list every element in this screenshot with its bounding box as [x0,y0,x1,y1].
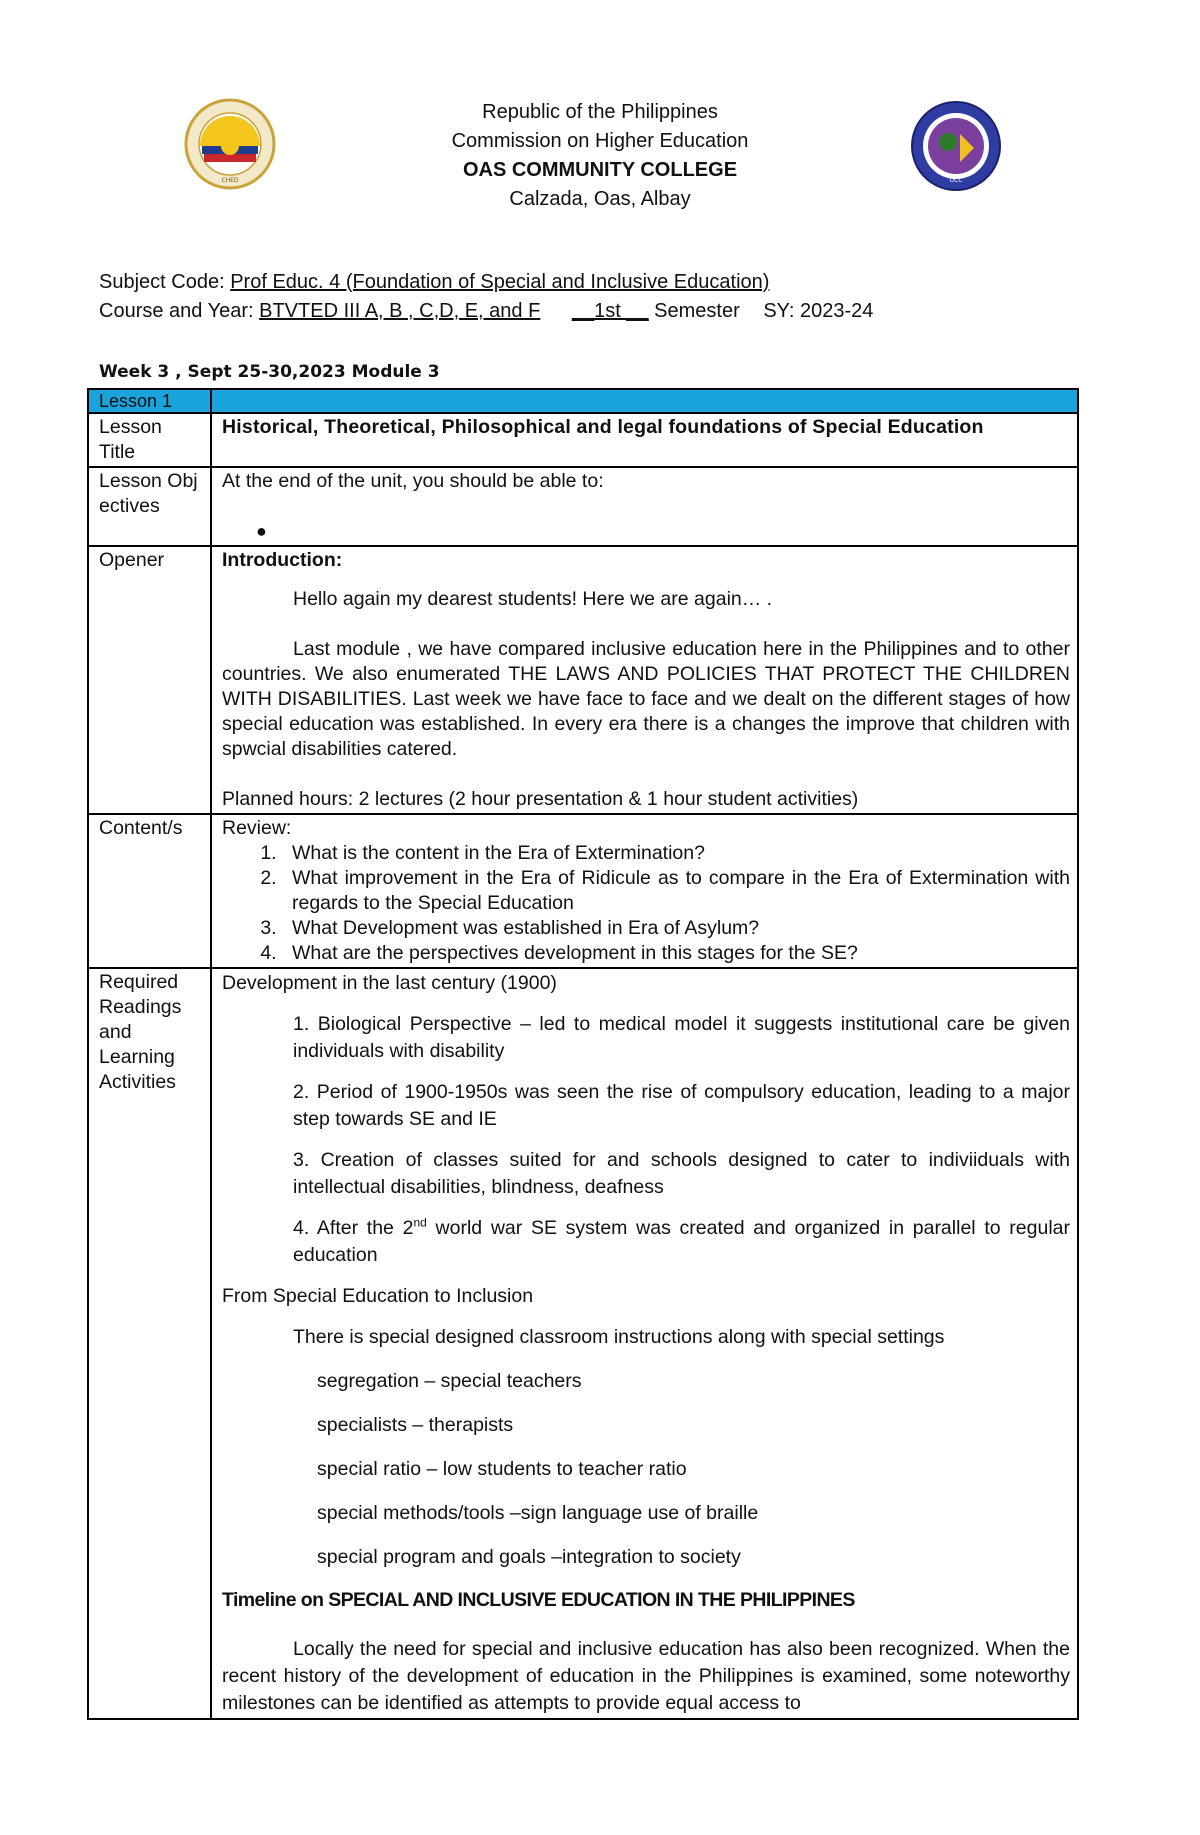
college-name: OAS COMMUNITY COLLEGE [462,159,738,181]
introduction-heading: Introduction: [222,549,343,571]
inclusion-item: special program and goals –integration to society [317,1546,741,1568]
lesson-title-label: Lesson Title [88,413,211,467]
review-heading: Review: [222,817,292,839]
development-item: 1. Biological Perspective – led to medical model it suggests institutional care be given individuals with disability [293,1013,1070,1062]
inclusion-item: special methods/tools –sign language use of braille [317,1502,759,1524]
objectives-row [88,467,1078,546]
review-item: 2. What improvement in the Era of Ridicule as to compare in the Era of Extermination with regards to the Special Education [282,866,1070,916]
lesson-title: Historical, Theoretical, Philosophical and legal foundations of Special Education [211,413,1078,467]
objectives-intro: At the end of the unit, you should be able to: [222,470,604,492]
opener-row [88,546,1078,814]
bullet-icon: ● [256,521,267,541]
readings-row [88,968,1078,1719]
college-address: Calzada, Oas, Albay [509,188,691,210]
objectives-label: Lesson Objectives [88,467,211,546]
svg-text:CHED: CHED [221,177,239,184]
review-item: 1. What is the content in the Era of Extermination? [282,841,1070,866]
review-item: 3. What Development was established in Era of Asylum? [282,916,1070,941]
planned-hours: Planned hours: 2 lectures (2 hour presentation & 1 hour student activities) [222,788,859,810]
development-item: 4. After the 2nd world war SE system was created and organized in parallel to regular education [293,1215,1070,1266]
inclusion-heading: From Special Education to Inclusion [222,1285,534,1307]
course-value: BTVTED III A, B , C,D, E, and F [259,300,541,322]
timeline-heading: Timeline on SPECIAL AND INCLUSIVE EDUCATION IN THE PHILIPPINES [222,1589,855,1611]
inclusion-item: special ratio – low students to teacher ratio [317,1458,687,1480]
subject-code-line: Subject Code: Prof Educ. 4 (Foundation of Special and Inclusive Education) [99,271,770,293]
course-year-line: Course and Year: BTVTED III A, B , C,D, E, and F __1st __ Semester SY: 2023-24 [99,300,874,322]
semester-value: __1st __ [571,300,649,322]
republic-line: Republic of the Philippines [482,101,718,123]
lesson-number: Lesson 1 [88,389,211,413]
inclusion-item: segregation – special teachers [317,1370,582,1392]
content-label: Content/s [88,814,211,968]
review-list [222,841,1070,966]
letterhead [0,98,1200,214]
introduction-greeting: Hello again my dearest students! Here we are again… . [293,588,773,610]
lesson-title-row [88,413,1078,467]
svg-text:OCC: OCC [949,177,963,184]
opener-label: Opener [88,546,211,814]
development-item: 3. Creation of classes suited for and schools designed to cater to indiviiduals with intellectual disabilities, blindness, deafness [293,1149,1070,1198]
inclusion-intro: There is special designed classroom instructions along with special settings [293,1326,945,1348]
review-item: 4. What are the perspectives development in this stages for the SE? [282,941,1070,966]
readings-label: Required Readings and Learning Activities [88,968,211,1719]
inclusion-item: specialists – therapists [317,1414,514,1436]
commission-line: Commission on Higher Education [451,130,749,152]
lesson-table [87,388,1079,1720]
content-row [88,814,1078,968]
school-year: SY: 2023-24 [763,300,874,322]
introduction-body: Last module , we have compared inclusive education here in the Philippines and to other countries. We also enumerated THE LAWS AND POLICIES THAT PROTECT THE CHILDREN WITH DISABILITIES. Last week we have face to face and we dealt on the different stages of how special education was established. In every era there is a changes the improve that children with spwcial disabilities catered. [222,638,1070,760]
week-line: Week 3 , Sept 25-30,2023 Module 3 [99,362,440,382]
development-heading: Development in the last century (1900) [222,972,557,994]
development-item: 2. Period of 1900-1950s was seen the rise of compulsory education, leading to a major step towards SE and IE [293,1081,1070,1130]
timeline-body: Locally the need for special and inclusive education has also been recognized. When the recent history of the development of education in the Philippines is examined, some noteworthy milestones can be identified as attempts to provide equal access to [222,1638,1070,1714]
lesson-header-row [88,389,1078,413]
subject-code-value: Prof Educ. 4 (Foundation of Special and Inclusive Education) [230,271,770,293]
